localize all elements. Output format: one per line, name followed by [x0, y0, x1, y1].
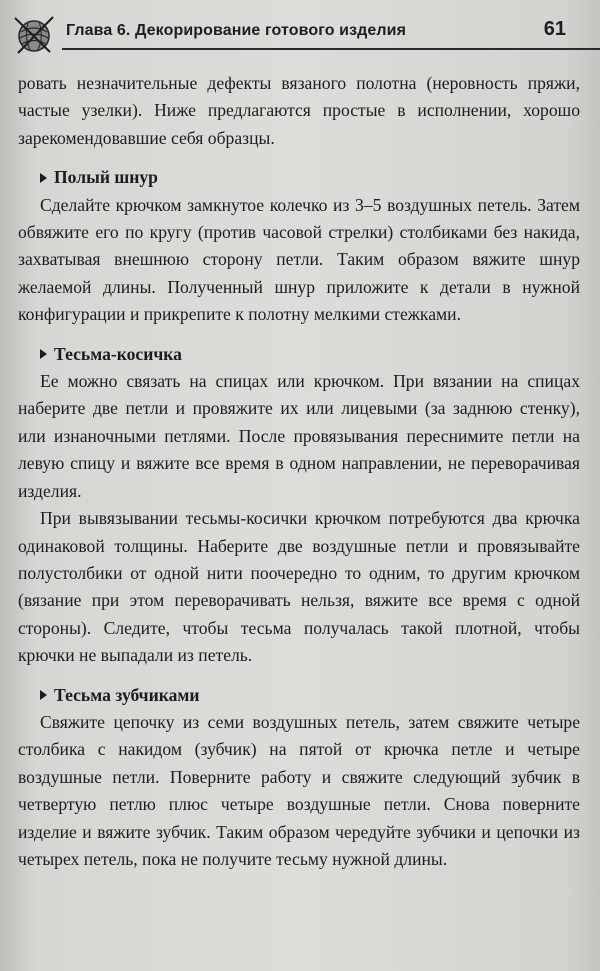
- page-number: 61: [543, 18, 566, 40]
- section-heading-text: Тесьма зубчиками: [54, 684, 200, 705]
- paragraph: Свяжите цепочку из семи воздушных петель, затем свяжите четыре столбика с накидом (зубчик) на пятой от крючка петле и четыре воздушные петли. Поверните работу и свяжите следующий зубчик в четвертую петлю плюс четыре воздушные петли. Снова поверните изделие и вяжите зубчик. Таким образом чередуйте зубчики и цепочки из четырех петель, пока не получите тесьму нужной длины.: [18, 711, 580, 869]
- chapter-title: Глава 6. Декорирование готового изделия: [66, 22, 407, 39]
- section-heading-text: Тесьма-косичка: [54, 343, 182, 364]
- paragraph: Ее можно связать на спицах или крючком. При вязании на спицах наберите две петли и провяжите их или лицевыми (за заднюю стенку), или изнаночными петлями. После провязывания переснимите петли на левую спицу и вяжите все время в одном направлении, не переворачивая изделия.: [18, 371, 580, 501]
- paragraph: При вывязывании тесьмы-косички крючком потребуются два крючка одинаковой толщины. Наберите две воздушные петли и провязывайте полустолбики от одной нити поочередно то одним, то другим крючком (вязание при этом переворачивать нельзя, вяжите все время с одной стороны). Следите, чтобы тесьма получалась такой плотной, чтобы крючки не выпадали из петель.: [18, 508, 580, 666]
- paragraph: Сделайте крючком замкнутое колечко из 3–5 воздушных петель. Затем обвяжите его по кругу (против часовой стрелки) столбиками без накида, захватывая внешнюю сторону петли. Таким образом вяжите шнур желаемой длины. Полученный шнур приложите к детали в нужной конфигурации и прикрепите к полотну мелкими стежками.: [18, 194, 580, 325]
- triangle-bullet-icon: [40, 173, 47, 183]
- intro-paragraph: ровать незначительные дефекты вязаного полотна (неровность пряжи, частые узелки). Ниже предлагаются простые в исполнении, хорошо зарекомендовавшие себя образцы.: [18, 73, 580, 148]
- triangle-bullet-icon: [40, 690, 47, 700]
- triangle-bullet-icon: [40, 349, 47, 359]
- running-header: [0, 0, 600, 62]
- section-heading-scalloped-trim: [40, 682, 580, 709]
- section-heading-hollow-cord: [40, 164, 580, 191]
- page-body: [18, 70, 580, 873]
- yarn-ball-icon: [12, 12, 56, 56]
- section-heading-braid: [40, 341, 580, 368]
- header-divider: [62, 48, 600, 50]
- section-heading-text: Полый шнур: [54, 167, 158, 188]
